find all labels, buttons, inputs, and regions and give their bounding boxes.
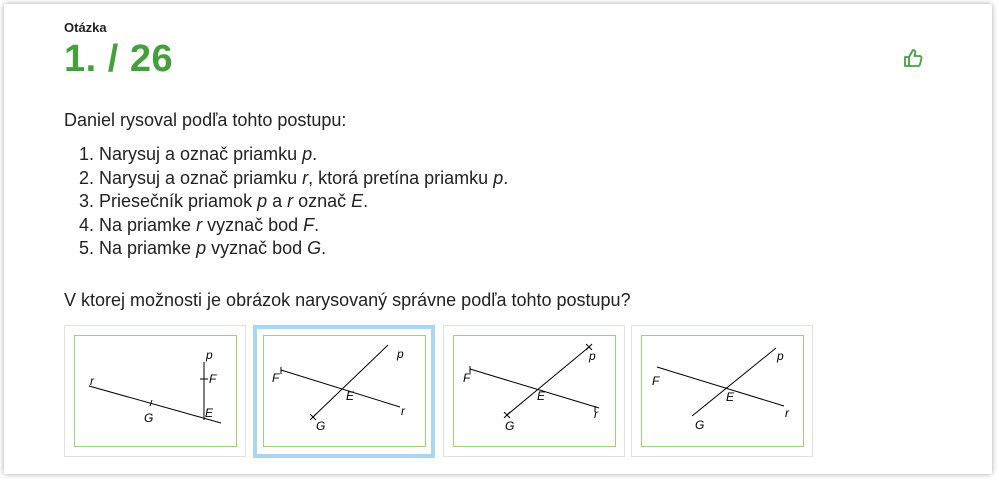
label-e: E xyxy=(205,406,214,420)
label-p: p xyxy=(589,349,596,363)
step-3: 3. Priesečník priamok p a r označ E. xyxy=(79,191,369,211)
label-p: p xyxy=(397,347,404,361)
answer-option-d[interactable] xyxy=(631,325,813,457)
label-g: G xyxy=(316,419,326,433)
step-4: 4. Na priamke r vyznač bod F. xyxy=(79,214,320,235)
step-1: 1. Narysuj a označ priamku p. xyxy=(79,144,318,164)
label-r: r xyxy=(401,404,405,418)
geometry-figure-a xyxy=(65,326,247,458)
label-f: F xyxy=(652,374,660,388)
label-p: p xyxy=(777,349,784,363)
question-number: 1. / 26 xyxy=(64,38,174,80)
question-label: Otázka xyxy=(64,20,107,35)
step-5: 5. Na priamke p vyznač bod G. xyxy=(79,238,327,258)
label-g: G xyxy=(695,418,705,432)
label-e: E xyxy=(346,389,355,403)
question-prompt: V ktorej možnosti je obrázok narysovaný správne podľa tohto postupu? xyxy=(64,290,631,310)
answer-option-b[interactable] xyxy=(253,325,435,458)
label-r: r xyxy=(90,374,94,388)
answer-option-c[interactable] xyxy=(443,325,625,457)
label-g: G xyxy=(144,411,154,425)
geometry-figure-b xyxy=(253,325,435,458)
label-g: G xyxy=(505,419,515,433)
label-e: E xyxy=(537,389,546,403)
label-p: p xyxy=(206,348,213,362)
thumbs-up-icon[interactable] xyxy=(903,47,925,69)
label-e: E xyxy=(726,390,735,404)
geometry-figure-d xyxy=(632,326,814,458)
label-r: r xyxy=(785,406,789,420)
geometry-figure-c xyxy=(444,326,626,458)
step-2: 2. Narysuj a označ priamku r, ktorá pretína priamku p. xyxy=(79,167,509,188)
label-r: r xyxy=(594,407,598,421)
answer-option-a[interactable] xyxy=(64,325,246,457)
question-intro: Daniel rysoval podľa tohto postupu: xyxy=(64,110,347,130)
label-f: F xyxy=(463,371,471,385)
label-f: F xyxy=(209,372,217,386)
procedure-steps xyxy=(79,143,508,261)
label-f: F xyxy=(272,371,280,385)
